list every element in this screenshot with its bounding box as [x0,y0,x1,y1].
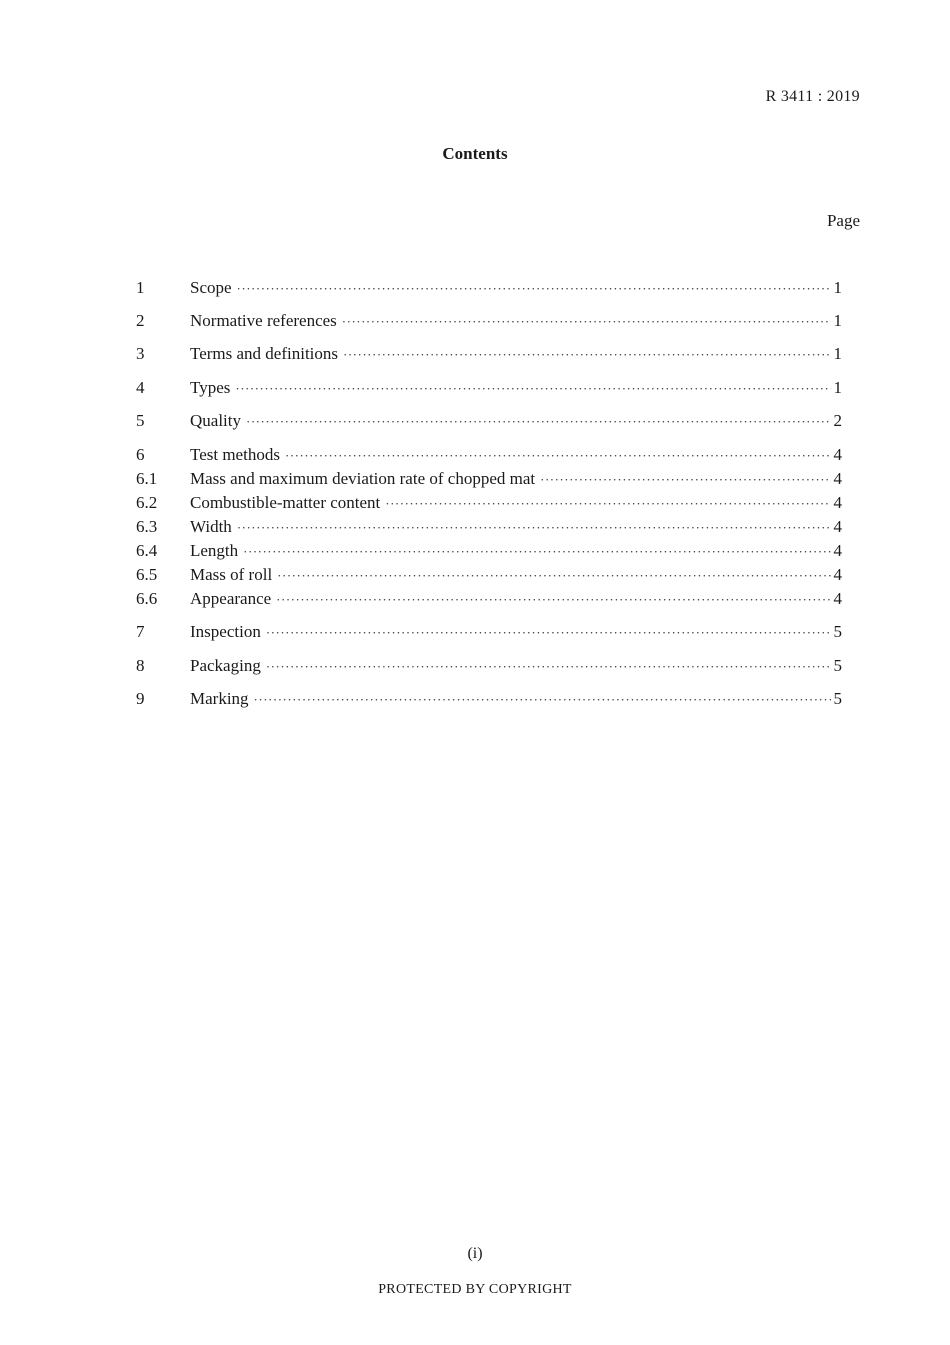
dot-leader [237,278,831,300]
toc-entry-number: 7 [136,622,145,641]
toc-entry-page: 1 [833,311,842,330]
toc-entry-page: 4 [833,517,842,536]
toc-entry-page: 4 [833,541,842,560]
toc-entry-page: 4 [833,565,842,584]
toc-entry-page: 4 [833,469,842,488]
toc-entry-page: 2 [833,411,842,430]
toc-entry-number: 6.1 [136,469,158,488]
page-column-header: Page [826,211,860,230]
toc-entry[interactable] [136,343,842,365]
dot-leader [254,689,831,711]
toc-entry-page: 4 [833,493,842,512]
toc-entry-number: 6.6 [136,589,158,608]
toc-entry[interactable] [136,688,842,710]
toc-entry-number: 8 [136,656,145,675]
toc-entry-number: 9 [136,689,145,708]
toc-entry-number: 6.2 [136,493,158,512]
toc-entry[interactable] [136,492,842,514]
toc-entry-number: 1 [136,278,145,297]
dot-leader [342,311,831,333]
dot-leader [540,469,830,491]
toc-entry-title: Test methods [190,445,280,464]
toc-entry[interactable] [136,564,842,586]
toc-entry-page: 4 [833,445,842,464]
toc-entry[interactable] [136,588,842,610]
dot-leader [243,541,830,563]
toc-entry-title: Inspection [190,622,261,641]
toc-entry-title: Mass and maximum deviation rate of chopped mat [190,469,536,488]
toc-entry-title: Normative references [190,311,337,330]
toc-entry-number: 4 [136,378,145,397]
toc-entry[interactable] [136,277,842,299]
toc-entry-title: Scope [190,278,232,297]
toc-entry-page: 1 [833,344,842,363]
toc-entry-number: 6 [136,445,145,464]
toc-entry[interactable] [136,377,842,399]
toc-entry-page: 1 [833,278,842,297]
toc-entry[interactable] [136,516,842,538]
copyright-notice: PROTECTED BY COPYRIGHT [378,1282,572,1297]
dot-leader [343,344,830,366]
dot-leader [277,565,830,587]
toc-entry[interactable] [136,410,842,432]
toc-entry-number: 5 [136,411,145,430]
toc-entry[interactable] [136,444,842,466]
dot-leader [266,656,831,678]
toc-entry-page: 4 [833,589,842,608]
toc-entry-number: 6.3 [136,517,158,536]
toc-entry[interactable] [136,655,842,677]
dot-leader [385,493,830,515]
toc-entry-title: Combustible-matter content [190,493,381,512]
toc-entry-number: 6.4 [136,541,158,560]
dot-leader [246,411,831,433]
toc-entry[interactable] [136,621,842,643]
dot-leader [237,517,831,539]
toc-entry-title: Width [190,517,232,536]
toc-entry-title: Packaging [190,656,261,675]
toc-entry-title: Mass of roll [190,565,273,584]
dot-leader [266,622,831,644]
toc-entry-title: Terms and definitions [190,344,339,363]
toc-entry-title: Appearance [190,589,272,608]
toc-entry-title: Length [190,541,239,560]
toc-entry-page: 1 [833,378,842,397]
toc-entry[interactable] [136,310,842,332]
dot-leader [285,445,831,467]
toc-entry[interactable] [136,540,842,562]
toc-entry-page: 5 [833,622,842,641]
toc-entry-number: 2 [136,311,145,330]
contents-title: Contents [442,144,508,163]
dot-leader [276,589,830,611]
toc-entry-number: 6.5 [136,565,158,584]
toc-entry-title: Types [190,378,231,397]
dot-leader [235,378,830,400]
document-number: R 3411 : 2019 [765,88,860,105]
toc-entry-number: 3 [136,344,145,363]
toc-entry-page: 5 [833,689,842,708]
toc-entry[interactable] [136,468,842,490]
page-folio: (i) [467,1245,483,1262]
toc-entry-title: Quality [190,411,241,430]
toc-entry-page: 5 [833,656,842,675]
toc-entry-title: Marking [190,689,249,708]
